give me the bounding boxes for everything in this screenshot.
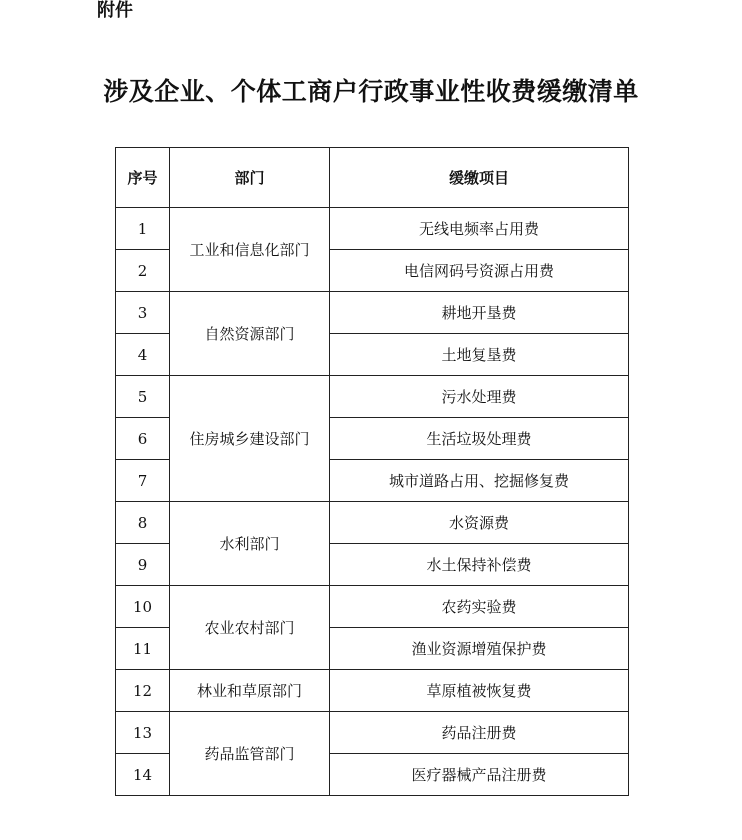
row-item: 无线电频率占用费 <box>330 208 629 250</box>
row-index: 4 <box>116 334 170 376</box>
department-cell: 自然资源部门 <box>170 292 330 376</box>
row-index: 13 <box>116 712 170 754</box>
row-item: 土地复垦费 <box>330 334 629 376</box>
row-index: 14 <box>116 754 170 796</box>
row-index: 6 <box>116 418 170 460</box>
row-index: 7 <box>116 460 170 502</box>
row-item: 污水处理费 <box>330 376 629 418</box>
department-cell: 林业和草原部门 <box>170 670 330 712</box>
department-cell: 农业农村部门 <box>170 586 330 670</box>
row-item: 耕地开垦费 <box>330 292 629 334</box>
row-item: 农药实验费 <box>330 586 629 628</box>
row-index: 8 <box>116 502 170 544</box>
header-department: 部门 <box>170 148 330 208</box>
row-index: 2 <box>116 250 170 292</box>
table-row <box>116 586 629 628</box>
row-index: 10 <box>116 586 170 628</box>
row-item: 水土保持补偿费 <box>330 544 629 586</box>
department-cell: 药品监管部门 <box>170 712 330 796</box>
header-item: 缓缴项目 <box>330 148 629 208</box>
row-item: 医疗器械产品注册费 <box>330 754 629 796</box>
row-item: 城市道路占用、挖掘修复费 <box>330 460 629 502</box>
table-row <box>116 376 629 418</box>
header-index: 序号 <box>116 148 170 208</box>
row-index: 3 <box>116 292 170 334</box>
table-row <box>116 208 629 250</box>
department-cell: 住房城乡建设部门 <box>170 376 330 502</box>
attachment-label: 附件 <box>97 0 133 21</box>
row-item: 药品注册费 <box>330 712 629 754</box>
department-cell: 工业和信息化部门 <box>170 208 330 292</box>
row-index: 5 <box>116 376 170 418</box>
table-row <box>116 670 629 712</box>
row-index: 12 <box>116 670 170 712</box>
row-index: 9 <box>116 544 170 586</box>
row-item: 渔业资源增殖保护费 <box>330 628 629 670</box>
table-row <box>116 292 629 334</box>
department-cell: 水利部门 <box>170 502 330 586</box>
document-title: 涉及企业、个体工商户行政事业性收费缓缴清单 <box>103 77 639 106</box>
row-item: 水资源费 <box>330 502 629 544</box>
table-header-row <box>116 148 629 208</box>
row-item: 生活垃圾处理费 <box>330 418 629 460</box>
table-row <box>116 712 629 754</box>
row-item: 草原植被恢复费 <box>330 670 629 712</box>
fee-deferral-table <box>115 147 629 796</box>
row-index: 1 <box>116 208 170 250</box>
table-row <box>116 502 629 544</box>
row-item: 电信网码号资源占用费 <box>330 250 629 292</box>
row-index: 11 <box>116 628 170 670</box>
